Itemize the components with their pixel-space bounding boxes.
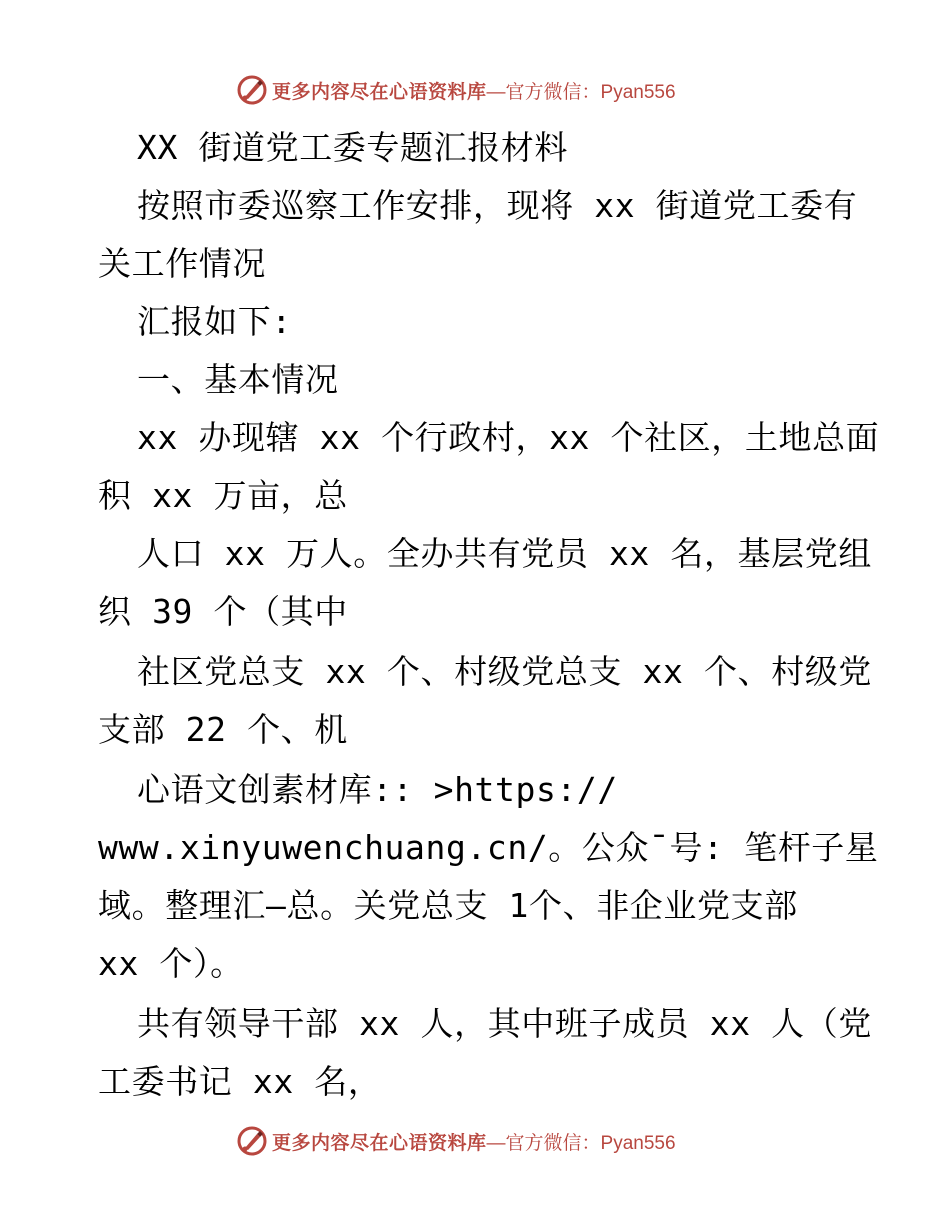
paragraph-line: 人口 xx 万人。全办共有党员 xx 名，基层党组: [137, 534, 872, 573]
pen-logo-icon: [236, 74, 268, 106]
banner-text: 更多内容尽在心语资料库: [272, 80, 487, 103]
paragraph-line: 按照市委巡察工作安排，现将 xx 街道党工委有: [137, 186, 858, 225]
paragraph-line: 心语文创素材库:: >https://: [137, 770, 618, 809]
paragraph-line: xx 办现辖 xx 个行政村，xx 个社区，土地总面: [137, 418, 880, 457]
paragraph-line: 支部 22 个、机: [98, 710, 348, 749]
header-banner: [236, 73, 676, 107]
document-title: XX 街道党工委专题汇报材料: [137, 128, 569, 167]
paragraph-line: 汇报如下:: [137, 302, 292, 341]
paragraph-line: www.xinyuwenchuang.cn/。公众¯号: 笔杆子星: [98, 828, 879, 867]
paragraph-line: 共有领导干部 xx 人，其中班子成员 xx 人（党: [137, 1004, 872, 1043]
paragraph-line: 域。整理汇—总。关党总支 1个、非企业党支部: [98, 886, 798, 925]
banner-text: 更多内容尽在心语资料库: [272, 1131, 487, 1154]
paragraph-line: 关工作情况: [98, 244, 266, 283]
footer-banner: [236, 1124, 676, 1158]
paragraph-line: 织 39 个（其中: [98, 592, 348, 631]
paragraph-line: 积 xx 万亩，总: [98, 476, 348, 515]
pen-logo-icon: [236, 1125, 268, 1157]
section-heading: 一、基本情况: [137, 360, 339, 399]
paragraph-line: 社区党总支 xx 个、村级党总支 xx 个、村级党: [137, 652, 872, 691]
banner-suffix: —官方微信：Pyan556: [486, 81, 676, 103]
banner-suffix: —官方微信：Pyan556: [486, 1132, 676, 1154]
paragraph-line: 工委书记 xx 名，: [98, 1062, 382, 1101]
paragraph-line: xx 个）。: [98, 944, 244, 983]
